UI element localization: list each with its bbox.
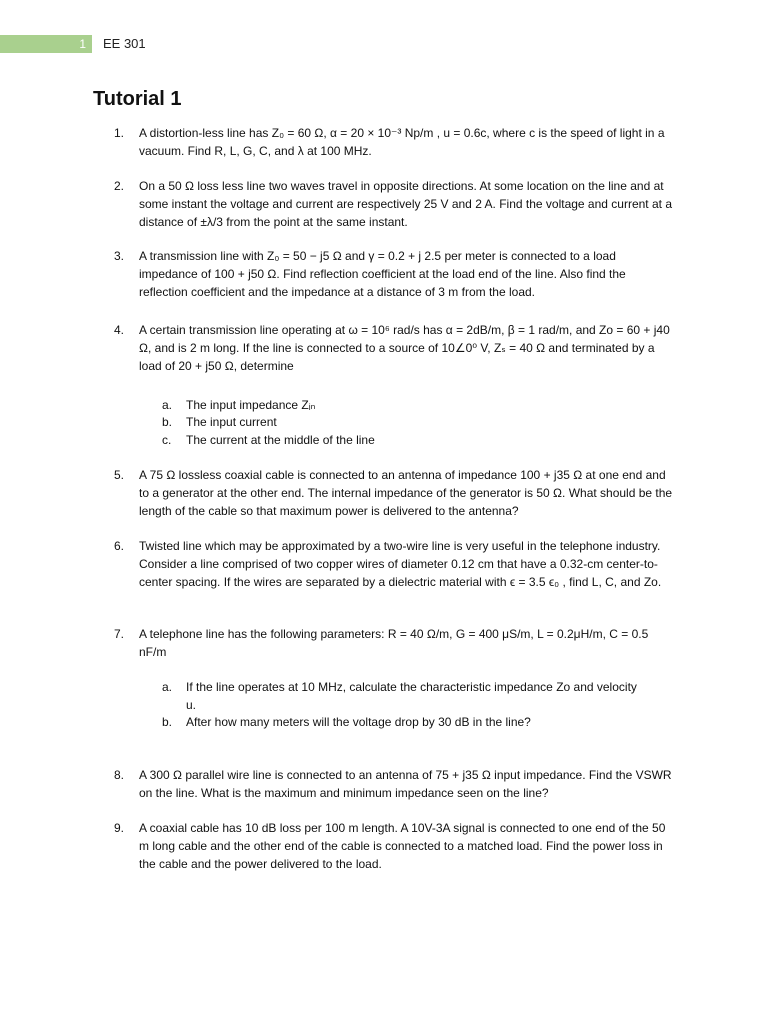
question-1	[114, 125, 674, 161]
question-6	[114, 538, 674, 591]
subitem-label: a.	[162, 398, 173, 412]
question-number: 4.	[114, 323, 125, 337]
question-number: 5.	[114, 468, 125, 482]
page-number: 1	[79, 37, 86, 51]
question-text: On a 50 Ω loss less line two waves travel in opposite directions. At some location on the line and at some instant the voltage and current are respectively 25 V and 2 A. Find the voltage and current at a distance of ±λ/3 from the point at the same instant.	[139, 179, 672, 229]
question-4-subitem-c	[162, 432, 662, 450]
question-4-subitem-a	[162, 397, 662, 415]
question-number: 6.	[114, 539, 125, 553]
question-number: 1.	[114, 126, 125, 140]
question-text: A 300 Ω parallel wire line is connected to an antenna of 75 + j35 Ω input impedance. Find the VSWR on the line. What is the maximum and minimum impedance seen on the line?	[139, 768, 672, 800]
subitem-text: The current at the middle of the line	[186, 433, 375, 447]
question-4-subitem-b	[162, 414, 662, 432]
question-8	[114, 767, 674, 803]
subitem-label: a.	[162, 680, 173, 694]
question-number: 3.	[114, 249, 125, 263]
question-7	[114, 626, 674, 662]
question-text: A coaxial cable has 10 dB loss per 100 m length. A 10V-3A signal is connected to one end of the 50 m long cable and the other end of the cable is connected to a matched load. Find the power loss in the cable and the power delivered to the load.	[139, 821, 666, 871]
subitem-label: b.	[162, 715, 173, 729]
subitem-text: If the line operates at 10 MHz, calculate the characteristic impedance Zo and velocity u.	[186, 680, 637, 712]
subitem-label: c.	[162, 433, 172, 447]
page-title: Tutorial 1	[93, 88, 182, 110]
question-number: 8.	[114, 768, 125, 782]
subitem-text: The input current	[186, 415, 277, 429]
subitem-text: After how many meters will the voltage drop by 30 dB in the line?	[186, 715, 531, 729]
question-text: A transmission line with Z₀ = 50 − j5 Ω and γ = 0.2 + j 2.5 per meter is connected to a load impedance of 100 + j50 Ω. Find reflection coefficient at the load end of the line. Also find the reflection coefficient and the impedance at a distance of 3 m from the load.	[139, 249, 626, 299]
question-text: A certain transmission line operating at ω = 10⁶ rad/s has α = 2dB/m, β = 1 rad/m, and Zo = 60 + j40 Ω, and is 2 m long. If the line is connected to a source of 10∠0⁰ V, Zₛ = 40 Ω and terminated by a load of 20 + j50 Ω, determine	[139, 323, 670, 373]
question-2	[114, 178, 674, 231]
question-7-subitem-a	[162, 679, 662, 715]
question-number: 9.	[114, 821, 125, 835]
subitem-label: b.	[162, 415, 173, 429]
question-text: A 75 Ω lossless coaxial cable is connected to an antenna of impedance 100 + j35 Ω at one end and to a generator at the other end. The internal impedance of the generator is 50 Ω. What should be the length of the cable so that maximum power is delivered to the antenna?	[139, 468, 673, 518]
question-number: 7.	[114, 627, 125, 641]
question-text: Twisted line which may be approximated by a two-wire line is very useful in the telephone industry. Consider a line comprised of two copper wires of diameter 0.12 cm that have a 0.32-cm center-to-center spacing. If the wires are separated by a dielectric material with ϵ = 3.5 ϵ₀ , find L, C, and Zo.	[139, 539, 662, 589]
question-3	[114, 248, 674, 301]
question-4	[114, 322, 674, 375]
question-text: A telephone line has the following parameters: R = 40 Ω/m, G = 400 μS/m, L = 0.2μH/m, C = 0.5 nF/m	[139, 627, 649, 659]
course-code: EE 301	[103, 36, 146, 51]
subitem-text: The input impedance Zᵢₙ	[186, 398, 316, 412]
question-7-subitem-b	[162, 714, 662, 732]
question-9	[114, 820, 674, 873]
question-5	[114, 467, 674, 520]
question-text: A distortion-less line has Z₀ = 60 Ω, α = 20 × 10⁻³ Np/m , u = 0.6c, where c is the speed of light in a vacuum. Find R, L, G, C, and λ at 100 MHz.	[139, 126, 665, 158]
question-number: 2.	[114, 179, 125, 193]
